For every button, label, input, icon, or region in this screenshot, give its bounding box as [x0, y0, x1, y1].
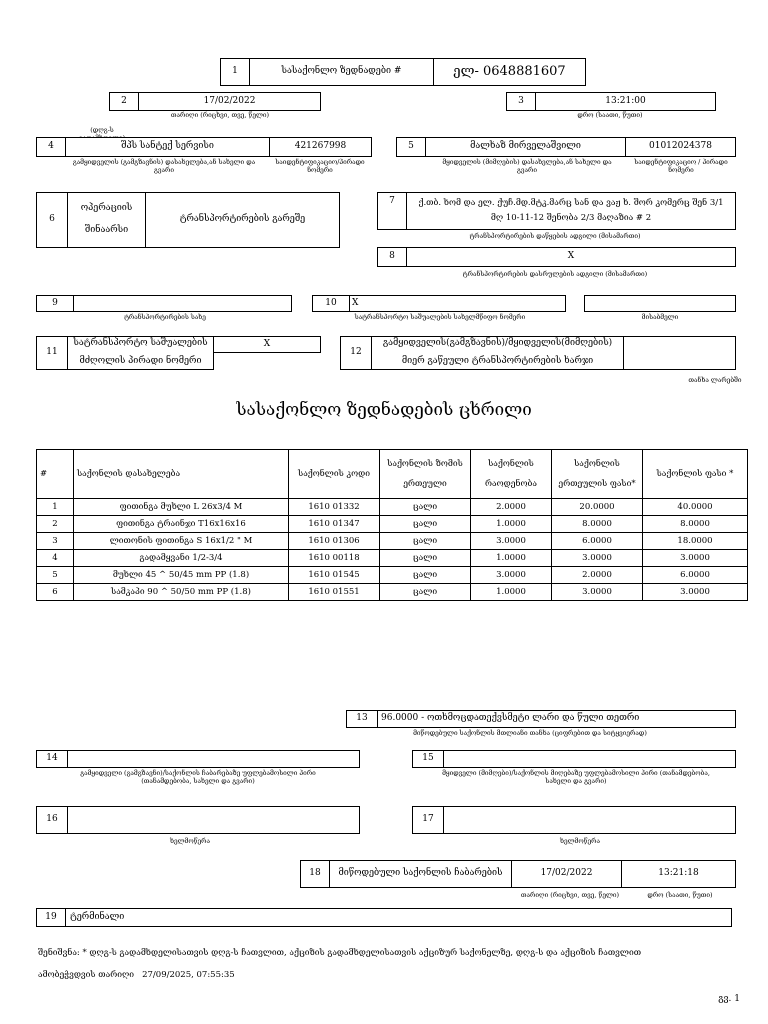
col-name: საქონლის დასახელება [74, 450, 289, 499]
operation-box [36, 192, 340, 248]
delivery-date-caption: თარიღი (რიცხვი, თვე, წელი) [520, 891, 620, 899]
row-number: 3 [37, 533, 74, 550]
driver-id-value: X [263, 338, 271, 349]
row-unit-price: 3.0000 [552, 584, 643, 601]
row-unit-price: 8.0000 [552, 516, 643, 533]
date-caption: თარიღი (რიცხვი, თვე, წელი) [170, 111, 270, 119]
total-box [346, 710, 736, 728]
terminal-value: ტერმინალი [65, 909, 731, 926]
row-unit: ცალი [380, 499, 471, 516]
row-number: 4 [37, 550, 74, 567]
row-name: გადამყვანი 1/2-3/4 [74, 550, 289, 567]
waybill-number-value: ელ- 0648881607 [433, 59, 585, 85]
date-box [109, 92, 321, 111]
buyer-id-caption: საიდენტიფიკაციო / პირადი ნომერი [634, 158, 728, 175]
row-qty: 3.0000 [471, 533, 552, 550]
row-unit-price: 2.0000 [552, 567, 643, 584]
row-number: 2 [37, 516, 74, 533]
delivery-box [300, 860, 736, 888]
terminal-box [36, 908, 732, 927]
transport-cost-line2: მიერ გაწეული ტრანსპორტირების ხარჯი [401, 356, 594, 366]
row-total: 18.0000 [643, 533, 748, 550]
box-number-15: 15 [422, 753, 434, 764]
seller-id: 421267998 [269, 138, 371, 156]
box-number-6: 6 [49, 214, 55, 225]
col-qty [471, 450, 552, 499]
box-number-11: 11 [46, 347, 58, 358]
row-unit: ცალი [380, 584, 471, 601]
row-code: 1610 01347 [289, 516, 380, 533]
driver-id-box [213, 336, 321, 353]
col-qty-line2: რაოდენობა [485, 479, 537, 489]
col-unit-line1: საქონლის ზომის [387, 459, 463, 469]
buyer-representative-box [412, 750, 736, 768]
transport-cost-caption: თანხა ლარებში [688, 376, 742, 384]
start-place-caption: ტრანსპორტირების დაწყების ადგილი (მისამართი) [469, 232, 641, 240]
col-unit-price [552, 450, 643, 499]
transport-cost-line1: გამყიდველის(გამგზავნის)/მყიდველის(მიმღების) [382, 338, 613, 349]
time-box [506, 92, 716, 111]
buyer-box [396, 137, 736, 157]
row-name: ლითონის ფითინგა S 16x1/2 " M [74, 533, 289, 550]
box-number-1: 1 [232, 66, 238, 77]
row-name: სამკაპი 90 ^ 50/50 mm PP (1.8) [74, 584, 289, 601]
row-total: 8.0000 [643, 516, 748, 533]
end-place-box [377, 247, 736, 267]
page-number: გვ. 1 [718, 994, 740, 1004]
transport-type-caption: ტრანსპორტირების სახე [124, 313, 206, 321]
table-row [37, 584, 748, 601]
row-code: 1610 01551 [289, 584, 380, 601]
row-code: 1610 00118 [289, 550, 380, 567]
box-number-7: 7 [389, 196, 395, 206]
box-number-17: 17 [422, 814, 434, 825]
row-unit: ცალი [380, 550, 471, 567]
row-total: 3.0000 [643, 584, 748, 601]
col-number: # [37, 450, 74, 499]
box-number-5: 5 [408, 141, 414, 152]
row-name: ფითინგა მუხლი L 26x3/4 M [74, 499, 289, 516]
row-number: 1 [37, 499, 74, 516]
waybill-time: 13:21:00 [535, 93, 715, 110]
seller-representative-value [67, 751, 359, 767]
end-place-caption: ტრანსპორტირების დასრულების ადგილი (მისამართი) [462, 270, 648, 278]
seller-name: შპს სანტექ სერვისი [65, 138, 269, 156]
col-unit [380, 450, 471, 499]
table-row [37, 499, 748, 516]
row-code: 1610 01306 [289, 533, 380, 550]
buyer-signature-area [443, 807, 735, 833]
waybill-date: 17/02/2022 [138, 93, 320, 110]
seller-representative-box [36, 750, 360, 768]
buyer-signature-box [412, 806, 736, 834]
table-row [37, 516, 748, 533]
box-number-8: 8 [389, 251, 395, 262]
buyer-signature-caption: ხელმოწერა [559, 837, 601, 845]
box-number-14: 14 [46, 753, 58, 764]
box-number-19: 19 [45, 911, 57, 922]
trailer-caption: მისაბმელი [641, 313, 679, 321]
buyer-id: 01012024378 [625, 138, 735, 156]
trailer-box [584, 295, 736, 312]
col-code: საქონლის კოდი [289, 450, 380, 499]
start-place-line1: ქ.თბ. ხომ და ელ. ქუჩ.მდ.მტკ.მარც სან და ვაჟ ხ. შორ კომერც შენ 3/1 [418, 197, 724, 208]
buyer-name: მალხაზ მირველაშვილი [425, 138, 625, 156]
row-unit-price: 3.0000 [552, 550, 643, 567]
row-number: 6 [37, 584, 74, 601]
print-date: ამობეჭვდვის თარიღი 27/09/2025, 07:55:35 [38, 970, 235, 980]
start-place-line2: მღ 10-11-12 შენობა 2/3 მაღაზია # 2 [490, 213, 652, 223]
row-code: 1610 01545 [289, 567, 380, 584]
row-unit: ცალი [380, 516, 471, 533]
col-total: საქონლის ფასი * [643, 450, 748, 499]
row-unit-price: 20.0000 [552, 499, 643, 516]
box-number-16: 16 [46, 814, 58, 825]
box-number-13: 13 [356, 713, 368, 724]
row-total: 3.0000 [643, 550, 748, 567]
buyer-rep-caption-line1: მყიდველი (მიმღები)/საქონლის მიღებაზე უფლებამოსილი პირი (თანამდებობა, [442, 769, 710, 777]
box-number-3: 3 [518, 95, 524, 106]
seller-signature-caption: ხელმოწერა [169, 837, 211, 845]
vehicle-plate-caption: სატრანსპორტო საშუალების სახელმწიფო ნომერი [354, 313, 526, 321]
seller-name-caption: გამყიდველის (გამგზავნის) დასახელება,ან სახელი და გვარი [72, 158, 256, 175]
buyer-representative-caption [416, 769, 736, 785]
col-unit-price-line2: ერთეულის ფასი* [558, 479, 636, 489]
waybill-number-label: სასაქონლო ზედნადები # [249, 59, 433, 85]
start-place-box [377, 192, 736, 230]
goods-table [36, 449, 748, 601]
vehicle-plate-value: X [349, 296, 565, 311]
delivery-time: 13:21:18 [621, 861, 735, 887]
col-qty-line1: საქონლის [488, 459, 534, 469]
row-qty: 1.0000 [471, 584, 552, 601]
row-total: 40.0000 [643, 499, 748, 516]
row-qty: 3.0000 [471, 567, 552, 584]
row-number: 5 [37, 567, 74, 584]
row-name: ფითინგა ტრაინჯი T16x16x16 [74, 516, 289, 533]
transport-type-box [36, 295, 292, 312]
goods-table-title: სასაქონლო ზედნადების ცხრილი [236, 400, 532, 420]
row-unit: ცალი [380, 567, 471, 584]
row-code: 1610 01332 [289, 499, 380, 516]
operation-label [67, 193, 145, 247]
driver-box [36, 336, 214, 370]
operation-value: ტრანსპორტირების გარეშე [145, 193, 339, 247]
buyer-name-caption: მყიდველის (მიმღების) დასახელება,ან სახელი და გვარი [442, 158, 612, 175]
vat-payer-note: (დღგ-ს [90, 126, 114, 134]
seller-signature-area [67, 807, 359, 833]
time-caption: დრო (საათი, წუთი) [577, 111, 643, 119]
driver-label-line2: მძღოლის პირადი ნომერი [79, 356, 202, 366]
driver-label-line1: სატრანსპორტო საშუალების [73, 338, 208, 349]
transport-type-value [73, 296, 291, 311]
row-total: 6.0000 [643, 567, 748, 584]
buyer-representative-value [443, 751, 735, 767]
transport-cost-box [340, 336, 624, 370]
box-number-12: 12 [350, 347, 362, 358]
transport-cost-label [371, 337, 623, 369]
row-name: მუხლი 45 ^ 50/45 mm PP (1.8) [74, 567, 289, 584]
total-amount: 96.0000 - ოთხმოცდათექვსმეტი ლარი და წული თეთრი [377, 711, 735, 727]
waybill-number-box [220, 58, 586, 86]
total-caption: მიწოდებული საქონლის მთლიანი თანხა (ციფრებით და სიტყვიერად) [413, 729, 647, 737]
col-unit-line2: ერთეული [403, 479, 447, 489]
table-row [37, 533, 748, 550]
box-number-10: 10 [325, 297, 337, 308]
delivery-label: მიწოდებული საქონლის ჩაბარების [329, 861, 511, 887]
row-qty: 2.0000 [471, 499, 552, 516]
table-row [37, 567, 748, 584]
seller-box [36, 137, 372, 157]
box-number-9: 9 [52, 297, 58, 308]
vehicle-plate-box [312, 295, 566, 312]
col-unit-price-line1: საქონლის [574, 459, 620, 469]
buyer-rep-caption-line2: სახელი და გვარი) [545, 777, 607, 786]
operation-label-line2: შინაარსი [84, 225, 129, 235]
driver-label [67, 337, 213, 369]
table-row [37, 550, 748, 567]
seller-signature-box [36, 806, 360, 834]
row-unit-price: 6.0000 [552, 533, 643, 550]
transport-cost-value-box [623, 336, 736, 370]
operation-label-line1: ოპერაციის [80, 203, 133, 214]
box-number-4: 4 [48, 141, 54, 152]
delivery-time-caption: დრო (საათი, წუთი) [647, 891, 713, 899]
row-qty: 1.0000 [471, 516, 552, 533]
footnote-line1: შენიშვნა: * დღგ-ს გადამხდელისათვის დღგ-ს ჩათვლით, აქციზის გადამხდელისათვის აქციზურ საქონელზე, დღგ-ს და აქციზის ჩათვლით [38, 948, 642, 958]
box-number-18: 18 [309, 868, 321, 879]
delivery-date: 17/02/2022 [511, 861, 621, 887]
seller-rep-caption-line1: გამყიდველი (გამგზავნი)/საქონლის ჩაბარებაზე უფლებამოსილი პირი [80, 769, 316, 777]
row-unit: ცალი [380, 533, 471, 550]
seller-rep-caption-line2: (თანამდებობა, სახელი და გვარი) [141, 777, 255, 786]
row-qty: 1.0000 [471, 550, 552, 567]
seller-representative-caption [40, 769, 356, 785]
box-number-2: 2 [121, 95, 127, 106]
seller-id-caption: საიდენტიფიკაციო/პირადი ნომერი [275, 158, 365, 175]
goods-table-header [37, 450, 748, 499]
end-place-value: X [406, 248, 735, 266]
start-place-address [406, 193, 735, 229]
